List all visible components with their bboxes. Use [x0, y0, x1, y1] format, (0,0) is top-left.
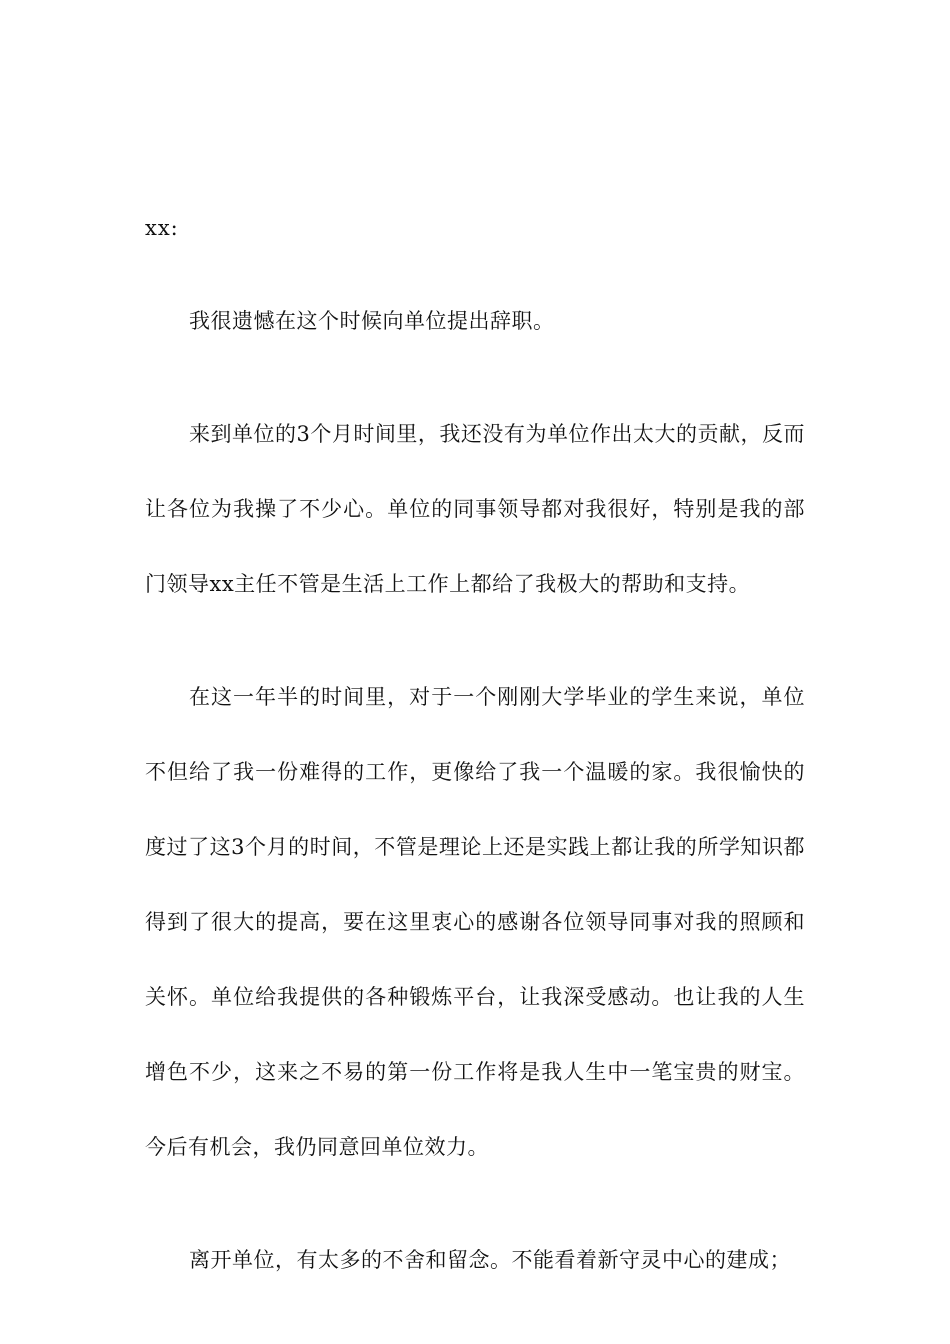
paragraph-regret: 我很遗憾在这个时候向单位提出辞职。	[189, 309, 555, 333]
resignation-letter	[145, 210, 805, 1298]
paragraph-experience: 在这一年半的时间里，对于一个刚刚大学毕业的学生来说，单位不但给了我一份难得的工作，更像给了我一个温暖的家。我很愉快的度过了这3个月的时间，不管是理论上还是实践上都让我的所学知识都得到了很大的提高，要在这里衷心的感谢各位领导同事对我的照顾和关怀。单位给我提供的各种锻炼平台，让我深受感动。也让我的人生增色不少，这来之不易的第一份工作将是我人生中一笔宝贵的财宝。今后有机会，我仍同意回单位效力。	[145, 685, 805, 1159]
paragraph-farewell: 离开单位，有太多的不舍和留念。不能看着新守灵中心的建成；	[189, 1248, 791, 1272]
paragraph-thanks-colleagues: 来到单位的3个月时间里，我还没有为单位作出太大的贡献，反而让各位为我操了不少心。单位的同事领导都对我很好，特别是我的部门领导xx主任不管是生活上工作上都给了我极大的帮助和支持。	[145, 422, 805, 596]
salutation: xx:	[145, 216, 179, 240]
